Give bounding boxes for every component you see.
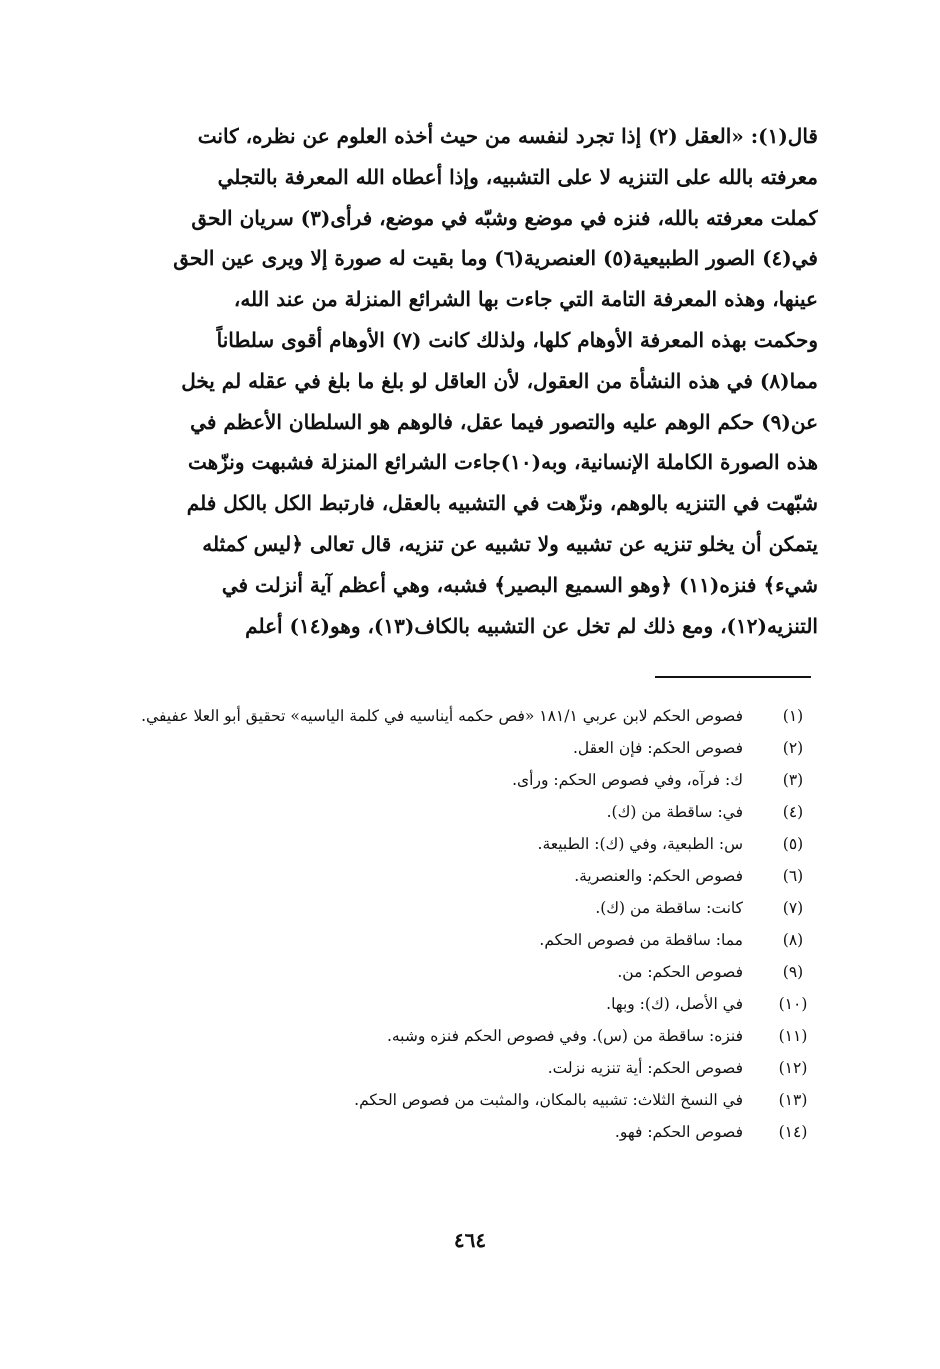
page-number: ٤٦٤ bbox=[453, 1228, 487, 1252]
footnote-number: (٣) bbox=[782, 771, 804, 789]
footnote-text: كانت: ساقطة من (ك). bbox=[595, 899, 743, 917]
main-text-line: عن(٩) حكم الوهم عليه والتصور فيما عقل، فالوهم هو السلطان الأعظم في bbox=[190, 409, 818, 434]
main-text-line: عينها، وهذه المعرفة التامة التي جاءت بها الشرائع المنزلة من عند الله، bbox=[233, 287, 818, 312]
main-text-line: كملت معرفته بالله، فنزه في موضع وشبّه في موضع، فرأى(٣) سريان الحق bbox=[191, 205, 818, 230]
footnote-item bbox=[110, 924, 815, 956]
footnote-item bbox=[110, 732, 815, 764]
main-text-block bbox=[116, 116, 818, 646]
footnote-number: (٨) bbox=[782, 931, 804, 949]
footnote-number: (١١) bbox=[778, 1027, 808, 1045]
footnote-item bbox=[110, 988, 815, 1020]
footnote-number: (١٣) bbox=[778, 1091, 808, 1109]
footnote-number: (١) bbox=[782, 707, 804, 725]
main-text-line: معرفته بالله على التنزيه لا على التشبيه، وإذا أعطاه الله المعرفة بالتجلي bbox=[217, 164, 818, 189]
footnote-text: في الأصل، (ك): وبها. bbox=[606, 995, 743, 1013]
footnote-item bbox=[110, 764, 815, 796]
footnote-item bbox=[110, 860, 815, 892]
footnote-item bbox=[110, 1020, 815, 1052]
footnote-text: فصوص الحكم: فإن العقل. bbox=[572, 739, 743, 757]
footnote-number: (١٢) bbox=[778, 1059, 808, 1077]
footnote-text: فنزه: ساقطة من (س). وفي فصوص الحكم فنزه وشبه. bbox=[386, 1027, 743, 1045]
footnote-item bbox=[110, 892, 815, 924]
main-text-line: قال(١): «العقل (٢) إذا تجرد لنفسه من حيث أخذه العلوم عن نظره، كانت bbox=[197, 124, 818, 148]
footnote-text: س: الطبعية، وفي (ك): الطبيعة. bbox=[537, 835, 743, 853]
footnote-item bbox=[110, 1052, 815, 1084]
footnote-text: فصوص الحكم: والعنصرية. bbox=[574, 867, 743, 885]
footnote-text: مما: ساقطة من فصوص الحكم. bbox=[539, 931, 743, 949]
footnote-number: (٧) bbox=[782, 899, 804, 917]
footnote-item bbox=[110, 828, 815, 860]
footnote-item bbox=[110, 956, 815, 988]
footnote-text: فصوص الحكم لابن عربي ١٨١/١ «فص حكمه أيناسيه في كلمة الياسيه» تحقيق أبو العلا عفيفي. bbox=[141, 707, 743, 725]
main-text-line: يتمكن أن يخلو تنزيه عن تشبيه ولا تشبيه عن تنزيه، قال تعالى ﴿ليس كمثله bbox=[202, 531, 818, 556]
footnotes-list bbox=[110, 700, 815, 1148]
main-text-line: في(٤) الصور الطبيعية(٥) العنصرية(٦) وما بقيت له صورة إلا ويرى عين الحق bbox=[173, 246, 818, 271]
footnote-number: (٦) bbox=[782, 867, 804, 885]
footnote-number: (٩) bbox=[782, 963, 804, 981]
footnote-number: (١٤) bbox=[778, 1123, 808, 1141]
footnote-item bbox=[110, 796, 815, 828]
main-text-line: وحكمت بهذه المعرفة الأوهام كلها، ولذلك كانت (٧) الأوهام أقوى سلطاناً bbox=[216, 327, 818, 352]
footnote-item bbox=[110, 1084, 815, 1116]
main-text-line: التنزيه(١٢)، ومع ذلك لم تخل عن التشبيه بالكاف(١٣)، وهو(١٤) أعلم bbox=[245, 613, 818, 638]
footnote-text: فصوص الحكم: من. bbox=[617, 963, 743, 981]
footnote-number: (٢) bbox=[782, 739, 804, 757]
footnote-item bbox=[110, 1116, 815, 1148]
footnote-text: في النسخ الثلاث: تشبيه بالمكان، والمثبت من فصوص الحكم. bbox=[354, 1091, 743, 1109]
main-text-line: هذه الصورة الكاملة الإنسانية، وبه(١٠)جاءت الشرائع المنزلة فشبهت ونزّهت bbox=[188, 450, 818, 475]
footnote-number: (١٠) bbox=[778, 995, 808, 1013]
footnote-number: (٥) bbox=[782, 835, 804, 853]
footnote-divider bbox=[655, 676, 811, 678]
footnote-text: ك: فرآه، وفي فصوص الحكم: ورأى. bbox=[512, 771, 743, 789]
main-text-line: مما(٨) في هذه النشأة من العقول، لأن العاقل لو بلغ ما بلغ في عقله لم يخل bbox=[181, 368, 818, 393]
main-text-line: شيء﴾ فنزه(١١) ﴿وهو السميع البصير﴾ فشبه، وهي أعظم آية أنزلت في bbox=[221, 572, 818, 597]
footnote-number: (٤) bbox=[782, 803, 804, 821]
footnote-text: فصوص الحكم: فهو. bbox=[614, 1123, 743, 1141]
footnote-item bbox=[110, 700, 815, 732]
footnote-text: فصوص الحكم: أية تنزيه نزلت. bbox=[547, 1059, 743, 1077]
main-text-line: شبّهت في التنزيه بالوهم، ونزّهت في التشبيه بالعقل، فارتبط الكل بالكل فلم bbox=[186, 491, 818, 516]
footnote-text: في: ساقطة من (ك). bbox=[606, 803, 743, 821]
